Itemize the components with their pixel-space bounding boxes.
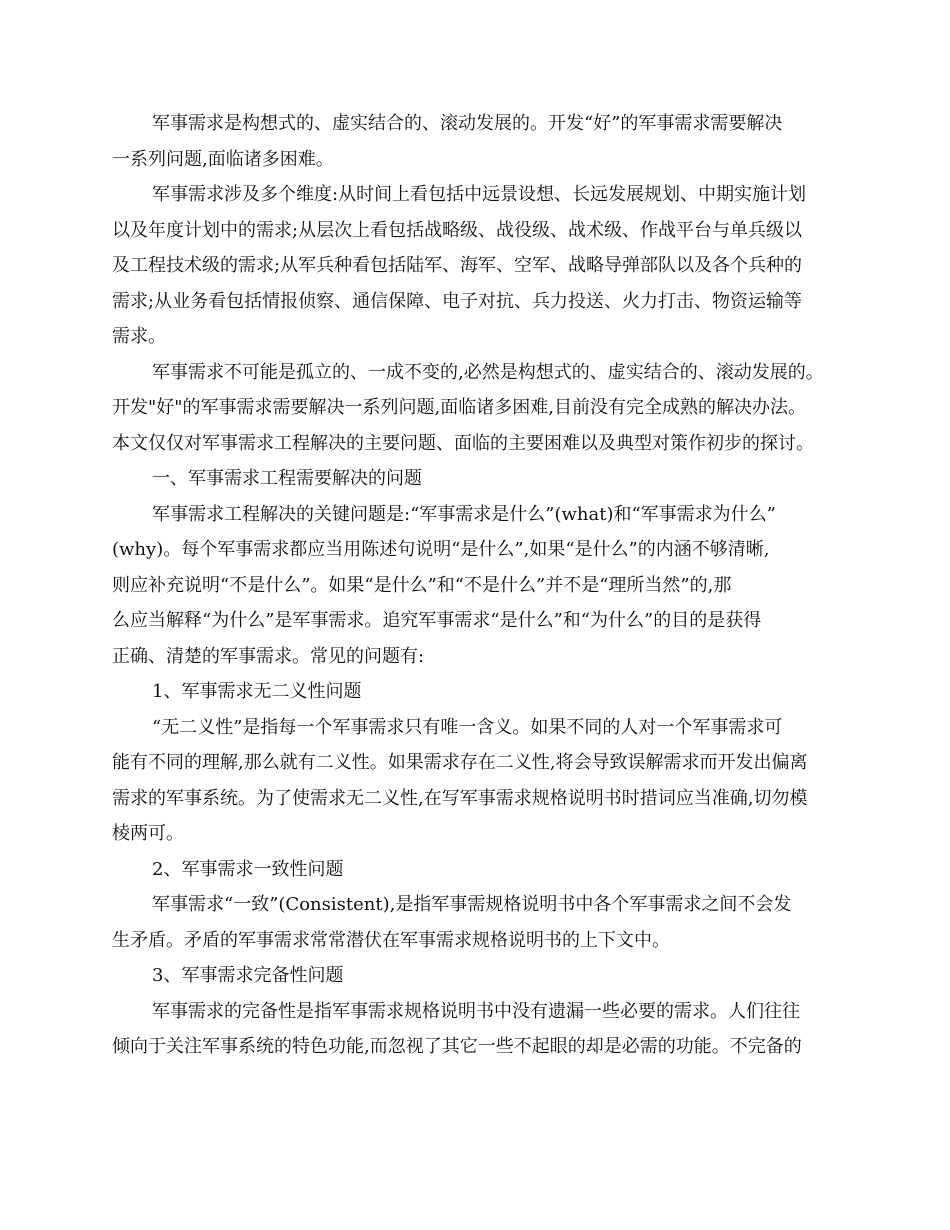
paragraph-line: “无二义性”是指每一个军事需求只有唯一含义。如果不同的人对一个军事需求可 (152, 716, 783, 738)
paragraph (112, 461, 848, 497)
paragraph (112, 177, 848, 355)
paragraph-line: 倾向于关注军事系统的特色功能,而忽视了其它一些不起眼的却是必需的功能。不完备的 (112, 1036, 802, 1057)
paragraph (112, 355, 848, 462)
paragraph (112, 106, 848, 177)
paragraph (112, 994, 848, 1065)
paragraph-line: 棱两可。 (112, 823, 184, 844)
paragraph-line: 生矛盾。矛盾的军事需求常常潜伏在军事需求规格说明书的上下文中。 (112, 929, 670, 951)
paragraph-line: 一系列问题,面临诸多困难。 (112, 148, 334, 170)
paragraph-line: 军事需求不可能是孤立的、一成不变的,必然是构想式的、虚实结合的、滚动发展的。 (152, 361, 824, 383)
paragraph-line: 能有不同的理解,那么就有二义性。如果需求存在二义性,将会导致误解需求而开发出偏离 (112, 752, 808, 773)
paragraph (112, 497, 848, 675)
paragraph-line: 军事需求“一致”(Consistent),是指军事需规格说明书中各个军事需求之间不会发 (152, 894, 792, 915)
paragraph-line: 开发"好"的军事需求需要解决一系列问题,面临诸多困难,目前没有完全成熟的解决办法。 (112, 397, 806, 418)
paragraph (112, 852, 848, 888)
paragraph-line: 需求的军事系统。为了使需求无二义性,在写军事需求规格说明书时措词应当准确,切勿模 (112, 787, 808, 809)
paragraph-line: 3、军事需求完备性问题 (152, 965, 344, 986)
paragraph-line: 军事需求是构想式的、虚实结合的、滚动发展的。开发“好”的军事需求需要解决 (152, 113, 783, 134)
paragraph-line: 1、军事需求无二义性问题 (152, 681, 362, 702)
paragraph-line: 2、军事需求一致性问题 (152, 858, 344, 880)
paragraph-line: (why)。每个军事需求都应当用陈述句说明“是什么”,如果“是什么”的内涵不够清晰, (112, 539, 770, 560)
paragraph (112, 887, 848, 958)
paragraph-line: 军事需求涉及多个维度:从时间上看包括中远景设想、长远发展规划、中期实施计划 (152, 184, 807, 205)
paragraph (112, 710, 848, 852)
paragraph-line: 正确、清楚的军事需求。常见的问题有: (112, 645, 425, 667)
paragraph (112, 958, 848, 994)
paragraph-line: 军事需求的完备性是指军事需求规格说明书中没有遗漏一些必要的需求。人们往往 (152, 1000, 800, 1022)
paragraph-line: 军事需求工程解决的关键问题是:“军事需求是什么”(what)和“军事需求为什么” (152, 503, 776, 525)
paragraph-line: 及工程技术级的需求;从军兵种看包括陆军、海军、空军、战略导弹部队以及各个兵种的 (112, 255, 803, 276)
paragraph-line: 需求;从业务看包括情报侦察、通信保障、电子对抗、兵力投送、火力打击、物资运输等 (112, 290, 803, 312)
paragraph-line: 以及年度计划中的需求;从层次上看包括战略级、战役级、战术级、作战平台与单兵级以 (112, 219, 803, 241)
document-body (112, 106, 848, 1065)
paragraph (112, 674, 848, 710)
paragraph-line: 本文仅仅对军事需求工程解决的主要问题、面临的主要困难以及典型对策作初步的探讨。 (112, 432, 814, 454)
paragraph-line: 则应补充说明“不是什么”。如果“是什么”和“不是什么”并不是“理所当然”的,那 (112, 574, 732, 596)
paragraph-line: 一、军事需求工程需要解决的问题 (152, 468, 422, 489)
paragraph-line: 么应当解释“为什么”是军事需求。追究军事需求“是什么”和“为什么”的目的是获得 (112, 610, 762, 631)
paragraph-line: 需求。 (112, 326, 166, 347)
